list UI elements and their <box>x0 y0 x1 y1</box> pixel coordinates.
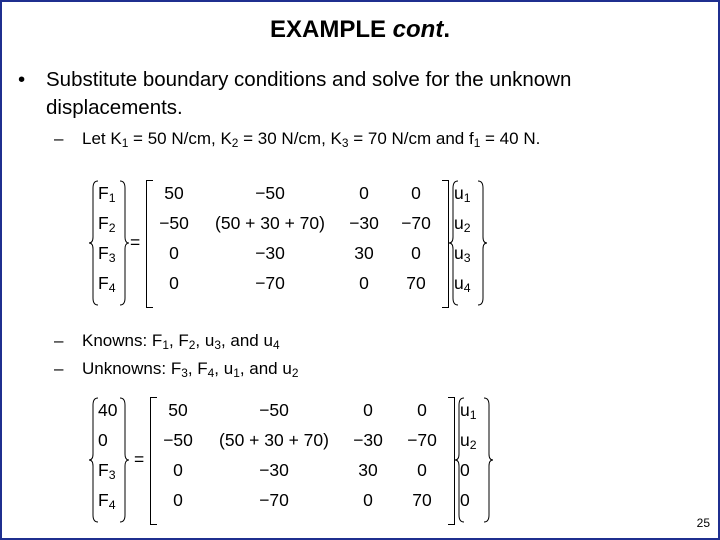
matrix-cell: 0 <box>359 183 369 203</box>
matrix-cell: −30 <box>255 243 285 263</box>
matrix-cell: (50 + 30 + 70) <box>215 213 325 233</box>
matrix-cell: −70 <box>401 213 431 233</box>
rhs-entry: $u_3$ <box>454 243 471 266</box>
sub-dash: – <box>54 331 64 350</box>
equals-sign: = <box>134 449 145 469</box>
matrix-cell: −70 <box>259 490 289 510</box>
matrix-cell: 70 <box>412 490 432 510</box>
matrix-cell: 0 <box>173 490 183 510</box>
lhs-entry: $F_1$ <box>98 183 116 206</box>
matrix-cell: 0 <box>411 243 421 263</box>
matrix-cell: 0 <box>411 183 421 203</box>
lhs-entry: 40 <box>98 400 118 420</box>
title-italic: cont <box>392 16 444 43</box>
rhs-entry: $u_4$ <box>454 273 471 296</box>
bullet-dot: • <box>18 68 26 91</box>
sub-dash: – <box>54 359 64 378</box>
equals-sign: = <box>130 232 141 252</box>
right-brace <box>482 397 494 523</box>
lhs-entry: $F_2$ <box>98 213 116 236</box>
matrix-cell: 50 <box>168 400 188 420</box>
matrix-cell: −50 <box>255 183 285 203</box>
matrix-cell: 0 <box>417 400 427 420</box>
slide-title <box>2 16 718 44</box>
matrix-cell: −70 <box>255 273 285 293</box>
lhs-entry: $F_3$ <box>98 460 116 483</box>
lhs-entry: 0 <box>98 430 108 450</box>
lhs-entry: $F_4$ <box>98 490 116 513</box>
sub-text: Unknowns: $F_3$, $F_4$, $u_1$, and $u_2$ <box>82 359 299 380</box>
sub-text: Let $K_1 = 50$ N/cm, $K_2 = 30$ N/cm, $K_3 = 70$ N/cm and $f_1 = 40$ N. <box>82 129 541 150</box>
matrix-cell: −50 <box>163 430 193 450</box>
page-number: 25 <box>696 516 710 530</box>
rhs-entry: 0 <box>460 460 470 480</box>
rhs-entry: 0 <box>460 490 470 510</box>
title-period: . <box>443 16 451 43</box>
lhs-entry: $F_3$ <box>98 243 116 266</box>
matrix-cell: −30 <box>349 213 379 233</box>
matrix-cell: 0 <box>169 273 179 293</box>
matrix-cell: 50 <box>164 183 184 203</box>
rhs-entry: $u_1$ <box>454 183 471 206</box>
rhs-entry: $u_2$ <box>460 430 477 453</box>
matrix-cell: −50 <box>259 400 289 420</box>
lhs-entry: $F_4$ <box>98 273 116 296</box>
matrix-cell: (50 + 30 + 70) <box>219 430 329 450</box>
matrix-cell: −30 <box>259 460 289 480</box>
matrix-cell: −50 <box>159 213 189 233</box>
sub-dash: – <box>54 129 64 148</box>
matrix-cell: 0 <box>173 460 183 480</box>
right-brace <box>476 180 488 306</box>
matrix-cell: 30 <box>354 243 374 263</box>
matrix-cell: −70 <box>407 430 437 450</box>
rhs-entry: $u_1$ <box>460 400 477 423</box>
matrix-cell: 0 <box>169 243 179 263</box>
matrix-cell: 0 <box>363 490 373 510</box>
rhs-entry: $u_2$ <box>454 213 471 236</box>
sub-text: Knowns: $F_1$, $F_2$, $u_3$, and $u_4$ <box>82 331 280 352</box>
matrix-cell: 0 <box>417 460 427 480</box>
title-text: EXAMPLE <box>269 16 393 43</box>
matrix-cell: −30 <box>353 430 383 450</box>
matrix-cell: 30 <box>358 460 378 480</box>
matrix-cell: 0 <box>359 273 369 293</box>
matrix-cell: 0 <box>363 400 373 420</box>
matrix-cell: 70 <box>406 273 426 293</box>
bullet-text: Substitute boundary conditions and solve for the unknown displacements. <box>46 68 572 119</box>
